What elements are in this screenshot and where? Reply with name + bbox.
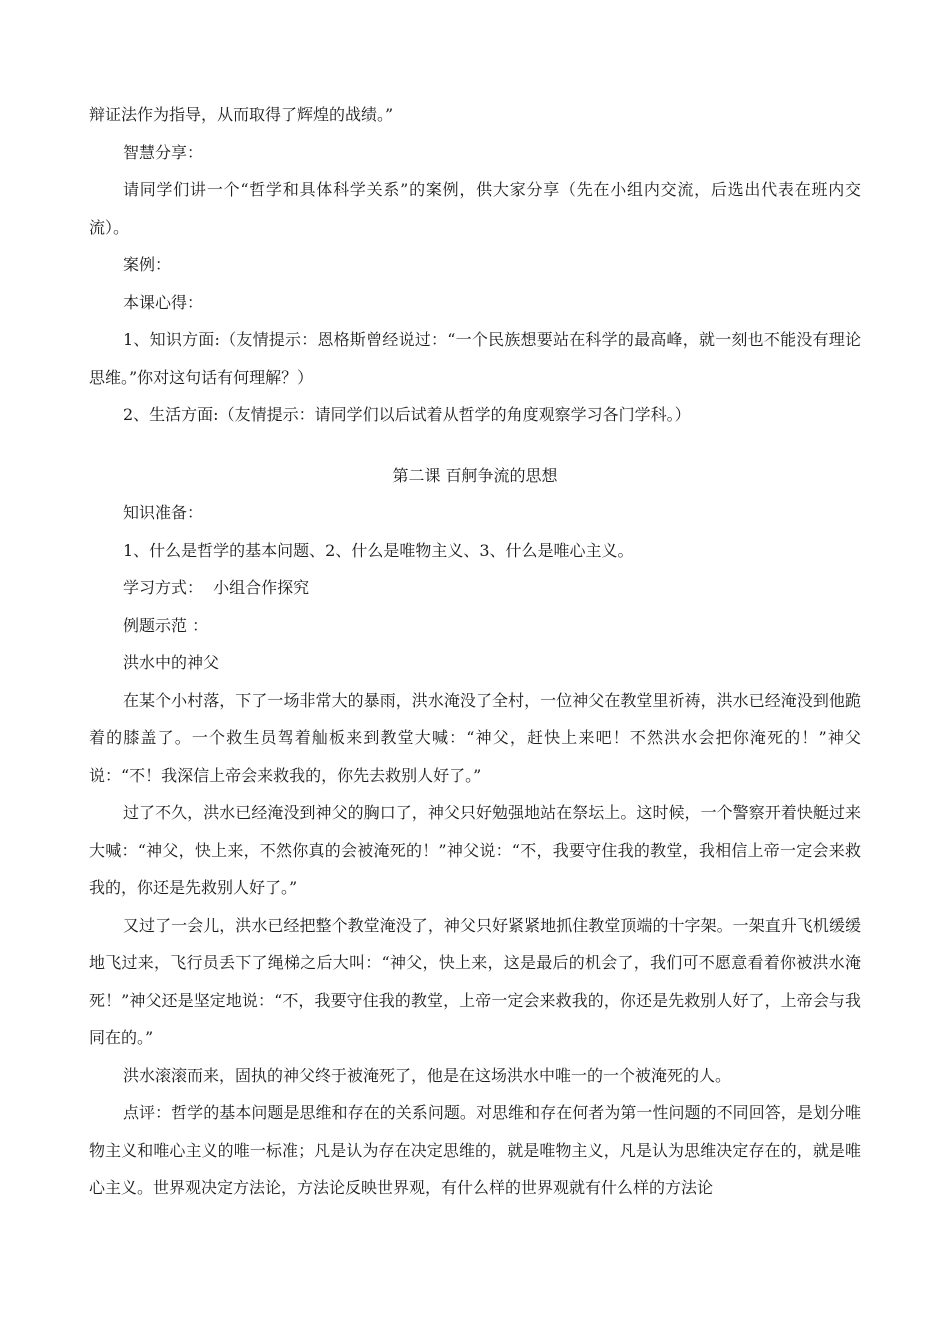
lesson-two-title: 第二课 百舸争流的思想	[392, 465, 558, 485]
story-paragraph-1: 在某个小村落，下了一场非常大的暴雨，洪水淹没了全村，一位神父在教堂里祈祷，洪水已经淹没到他跪着的膝盖了。一个救生员驾着舢板来到教堂大喊：“神父，赶快上来吧！不然洪水会把你淹死的！”神父说：“不！我深信上帝会来救我的，你先去救别人好了。”	[89, 690, 861, 785]
document-page	[89, 96, 861, 1207]
insight-knowledge: 1、知识方面:（友情提示：恩格斯曾经说过：“一个民族想要站在科学的最高峰，就一刻也不能没有理论思维。”你对这句话有何理解？）	[89, 330, 861, 387]
wisdom-share-prompt: 请同学们讲一个“哲学和具体科学关系”的案例，供大家分享（先在小组内交流，后选出代表在班内交流）。	[89, 180, 861, 237]
story-paragraph-4: 洪水滚滚而来，固执的神父终于被淹死了，他是在这场洪水中唯一的一个被淹死的人。	[123, 1065, 732, 1085]
story-paragraph-2: 过了不久，洪水已经淹没到神父的胸口了，神父只好勉强地站在祭坛上。这时候，一个警察开着快艇过来大喊：“神父，快上来，不然你真的会被淹死的！”神父说：“不，我要守住我的教堂，我相信上帝一定会来救我的，你还是先救别人好了。”	[89, 803, 861, 897]
case-heading: 案例：	[123, 255, 172, 274]
commentary-paragraph: 点评：哲学的基本问题是思维和存在的关系问题。对思维和存在何者为第一性问题的不同回答，是划分唯物主义和唯心主义的唯一标准；凡是认为存在决定思维的，就是唯物主义，凡是认为思维决定存在的，就是唯心主义。世界观决定方法论，方法论反映世界观，有什么样的世界观就有什么样的方法论	[89, 1103, 861, 1197]
story-title: 洪水中的神父	[123, 653, 220, 672]
story-paragraph-3: 又过了一会儿，洪水已经把整个教堂淹没了，神父只好紧紧地抓住教堂顶端的十字架。一架直升飞机缓缓地飞过来，飞行员丢下了绳梯之后大叫：“神父，快上来，这是最后的机会了，我们可不愿意看着你被洪水淹死！”神父还是坚定地说：“不，我要守住我的教堂，上帝一定会来救我的，你还是先救别人好了，上帝会与我同在的。”	[89, 915, 861, 1047]
knowledge-prep-heading: 知识准备：	[123, 503, 204, 522]
continued-quote-line: 辩证法作为指导，从而取得了辉煌的战绩。”	[89, 105, 394, 124]
knowledge-prep-items: 1、什么是哲学的基本问题、2、什么是唯物主义、3、什么是唯心主义。	[123, 540, 634, 560]
study-method: 学习方式： 小组合作探究	[123, 578, 310, 597]
lesson-insight-heading: 本课心得：	[123, 292, 204, 312]
wisdom-share-heading: 智慧分享：	[123, 142, 204, 162]
example-heading: 例题示范 ：	[123, 615, 209, 635]
insight-life: 2、生活方面:（友情提示：请同学们以后试着从哲学的角度观察学习各门学科。）	[123, 405, 691, 424]
